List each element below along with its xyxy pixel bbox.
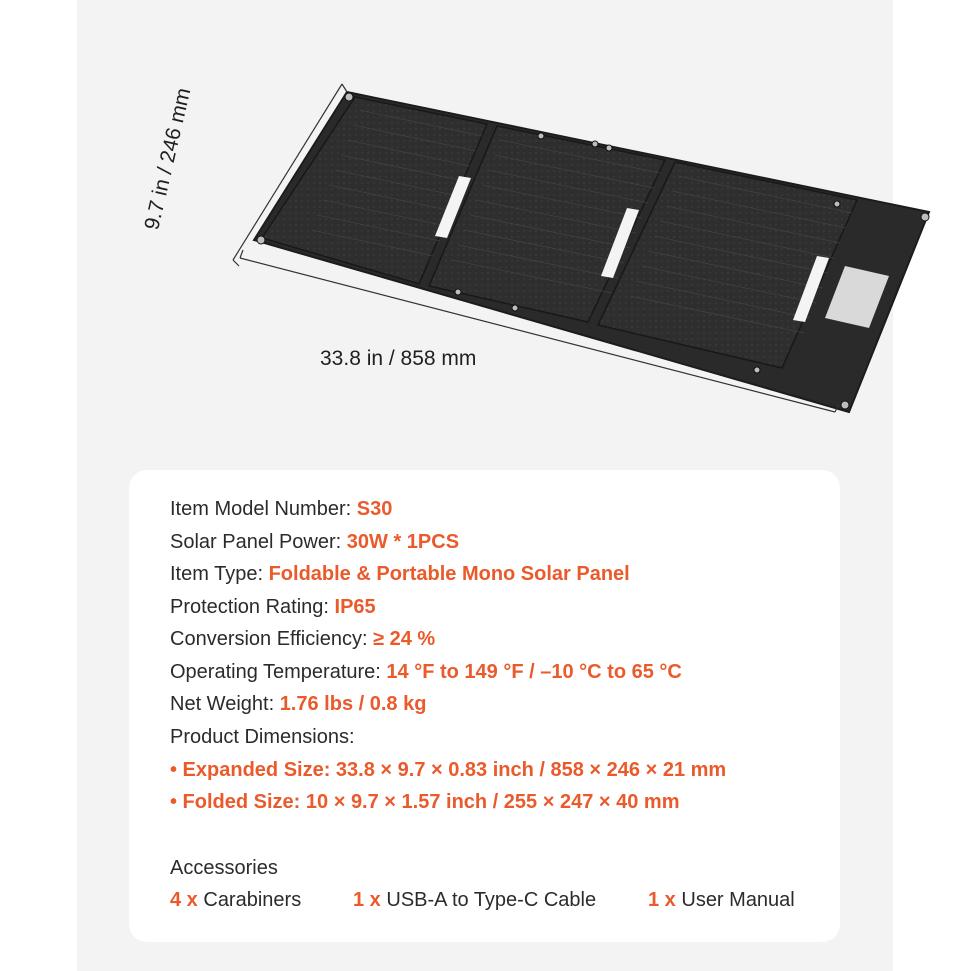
spec-weight-value: 1.76 lbs / 0.8 kg — [279, 693, 427, 715]
spec-card — [129, 470, 840, 942]
accessory-name: User Manual — [675, 889, 795, 911]
spec-rating-value: IP65 — [334, 596, 376, 618]
solar-panel-image — [0, 0, 970, 460]
spec-efficiency-label: Conversion Efficiency: — [170, 628, 374, 650]
accessory-name: USB-A to Type-C Cable — [380, 889, 597, 911]
spec-temperature — [170, 660, 682, 684]
spec-rating — [170, 595, 376, 619]
expanded-size: • Expanded Size: 33.8 × 9.7 × 0.83 inch / 858 × 246 × 21 mm — [170, 759, 727, 781]
spec-weight-label: Net Weight: — [170, 693, 280, 715]
width-dimension-label: 33.8 in / 858 mm — [320, 347, 477, 370]
dimensions-heading: Product Dimensions: — [170, 726, 355, 748]
height-dimension-label: 9.7 in / 246 mm — [140, 85, 196, 232]
spec-weight — [170, 692, 426, 716]
spec-type-value: Foldable & Portable Mono Solar Panel — [268, 563, 630, 585]
spec-model-label: Item Model Number: — [170, 498, 357, 520]
accessory-item — [648, 888, 795, 912]
accessory-name: Carabiners — [197, 889, 302, 911]
spec-model-value: S30 — [356, 498, 393, 520]
spec-type-label: Item Type: — [170, 563, 269, 585]
spec-model — [170, 497, 392, 521]
spec-efficiency — [170, 627, 435, 651]
spec-efficiency-value: ≥ 24 % — [373, 628, 436, 650]
spec-power-value: 30W * 1PCS — [346, 531, 460, 553]
spec-type — [170, 562, 630, 586]
spec-temperature-value: 14 °F to 149 °F / –10 °C to 65 °C — [386, 661, 682, 683]
accessory-qty: 1 x — [648, 889, 676, 911]
accessory-item — [353, 888, 596, 912]
spec-power-label: Solar Panel Power: — [170, 531, 347, 553]
accessory-qty: 1 x — [353, 889, 381, 911]
spec-temperature-label: Operating Temperature: — [170, 661, 387, 683]
spec-rating-label: Protection Rating: — [170, 596, 335, 618]
spec-power — [170, 530, 459, 554]
accessories-heading: Accessories — [170, 857, 278, 879]
accessory-item — [170, 888, 301, 912]
accessory-qty: 4 x — [170, 889, 198, 911]
folded-size: • Folded Size: 10 × 9.7 × 1.57 inch / 255 × 247 × 40 mm — [170, 791, 680, 813]
